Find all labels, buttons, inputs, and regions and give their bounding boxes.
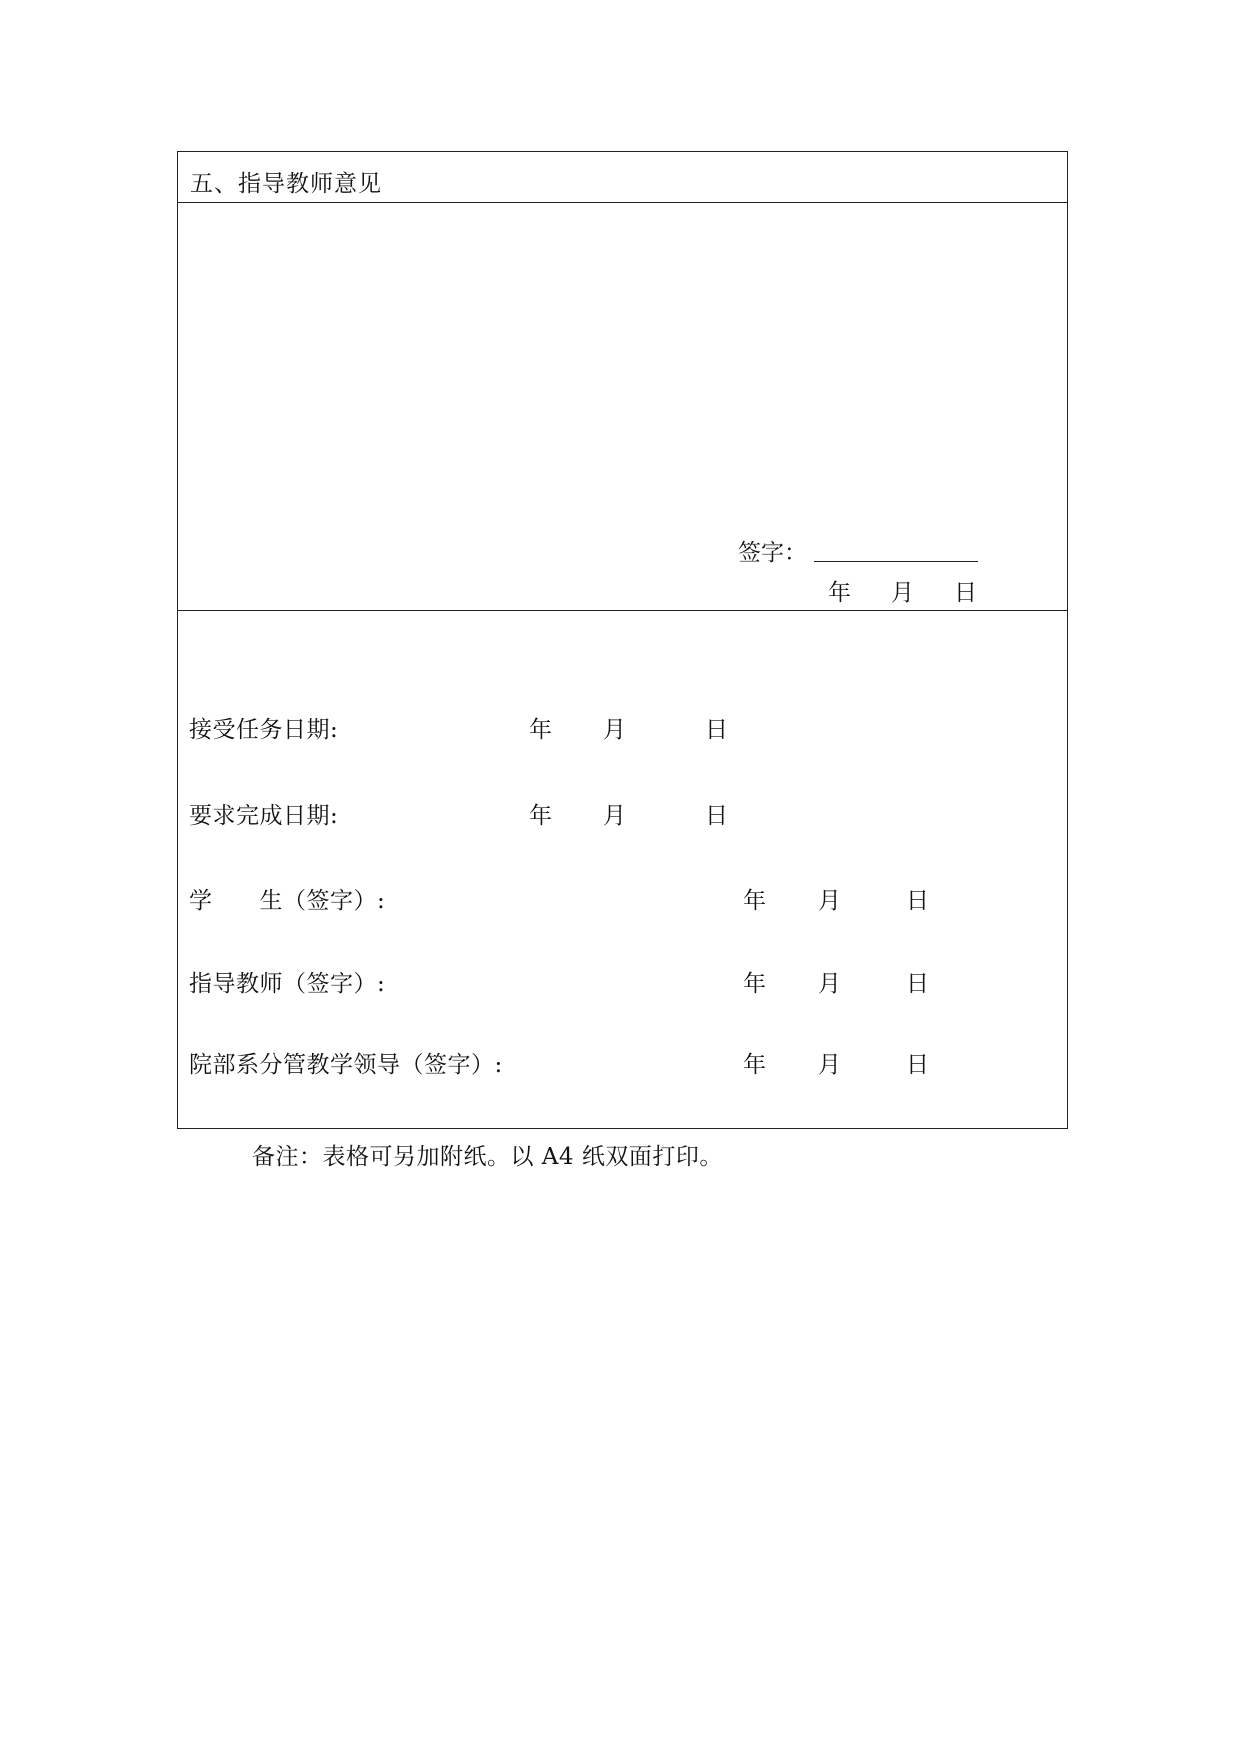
dept-leader-signature-label: 院部系分管教学领导（签字）: <box>189 1052 503 1078</box>
opinion-month-label: 月 <box>891 580 914 606</box>
advisor-date-year: 年 <box>743 971 766 997</box>
footnote: 备注：表格可另加附纸。以 A4 纸双面打印。 <box>252 1144 723 1170</box>
section-title: 五、指导教师意见 <box>190 171 382 197</box>
accept-date-month: 月 <box>603 717 626 743</box>
section-header <box>178 152 1067 203</box>
student-signature-label: 学 生（签字）: <box>189 888 386 914</box>
deadline-date-day: 日 <box>705 803 728 829</box>
student-date-day: 日 <box>906 888 929 914</box>
dept-leader-date-year: 年 <box>743 1052 766 1078</box>
deadline-date-year: 年 <box>529 803 552 829</box>
deadline-date-label: 要求完成日期: <box>189 803 339 829</box>
dept-leader-date-month: 月 <box>818 1052 841 1078</box>
advisor-date-month: 月 <box>818 971 841 997</box>
opinion-year-label: 年 <box>828 580 851 606</box>
advisor-signature-label: 指导教师（签字）: <box>189 971 386 997</box>
student-date-year: 年 <box>743 888 766 914</box>
opinion-day-label: 日 <box>954 580 977 606</box>
advisor-date-day: 日 <box>906 971 929 997</box>
student-date-month: 月 <box>818 888 841 914</box>
advisor-opinion-area[interactable] <box>178 203 1067 611</box>
form-table <box>177 151 1068 1129</box>
signature-label: 签字： <box>738 540 807 566</box>
signature-line[interactable] <box>814 561 978 562</box>
deadline-date-month: 月 <box>603 803 626 829</box>
dates-signatures-area <box>178 611 1067 1128</box>
dept-leader-date-day: 日 <box>906 1052 929 1078</box>
accept-date-year: 年 <box>529 717 552 743</box>
accept-date-label: 接受任务日期: <box>189 717 339 743</box>
accept-date-day: 日 <box>705 717 728 743</box>
